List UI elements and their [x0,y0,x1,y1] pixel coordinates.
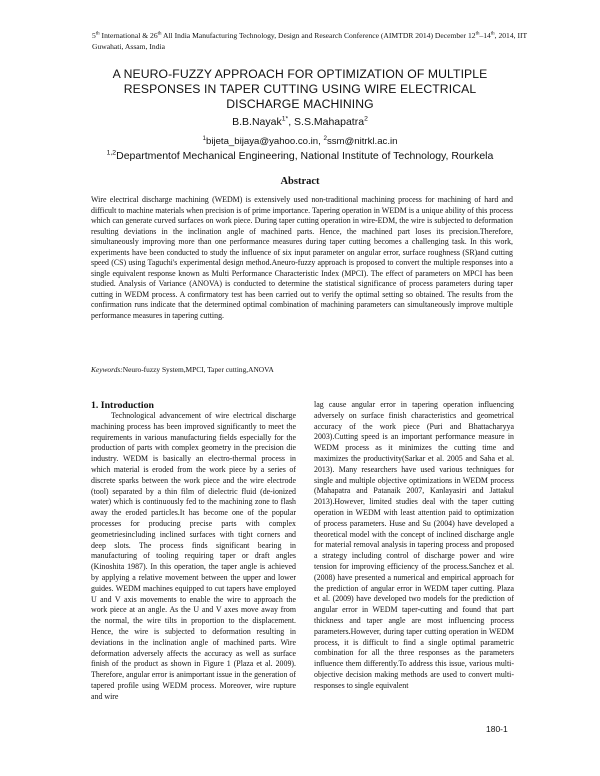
authors-line: B.B.Nayak$^{1*}$, S.S.Mahapatra$^2$ [232,115,368,128]
abstract-heading: Abstract [280,176,320,187]
introduction-heading: 1. Introduction [91,400,154,411]
keywords-list: Neuro-fuzzy System,MPCI, Taper cutting,ANOVA [122,365,274,374]
keywords-label: Keywords: [91,365,123,374]
abstract-body: Wire electrical discharge machining (WEDM) is extensively used non-traditional machining process for machining of hard and difficult to machine materials when precision is of prime importance. Tapering operation in WEDM is a unique ability of this process which can generate curved surfaces on work piece. During taper cutting operation in wire-EDM, the wire is subjected to deformation resulting deviations in the inclination angle of machined parts. Hence, the machined part loses its precision.Therefore, simultaneously improving more than one performance measures during taper cutting becomes a challenging task. In this work, experiments have been conducted to study the influence of six input parameter on angular error, surface roughness (SR)and cutting speed (CS) using Taguchi's experimental design method.Aneuro-fuzzy approach is proposed to convert the multiple responses into a single equivalent response known as Multi Performance Characteristic Index (MPCI). The effect of parameters on MPCI has been studied. Analysis of Variance (ANOVA) is conducted to determine the statistical significance of process parameters during taper cutting in WEDM process. A confirmatory test has been carried out to verify the optimal setting so obtained. The results from the confirmation runs indicate that the determined optimal combination of machining parameters can simultaneously improve multiple performance measures in tapering cutting. [91,195,513,320]
introduction-left-column: Technological advancement of wire electrical discharge machining process has been improved significantly to meet the requirements in various manufacturing fields especially for the production of parts with complex geometry in the precision die industry. WEDM is basically an electro-thermal process in which material is eroded from the work piece by a series of discrete sparks between the work piece and the wire electrode (tool) separated by a thin film of dielectric fluid (de-ionized water) which is continuously fed to the machining zone to flash away the eroded particles.It has become one of the popular processes for producing precise parts with complex geometriesincluding inclined surfaces with tight corners and deep slots. The process finds significant bearing in manufacturing of tooling requiring taper or draft angles (Kinoshita 1987). In this operation, the taper angle is achieved by applying a relative movement between the upper and lower guides. WEDM machines equipped to cut tapers have employed U and V axis movements to enable the wire to approach the work piece at an angle. As the U and V axes move away from the normal, the wire tilts in proportion to the displacement. Hence, the wire is subjected to deformation resulting in deviations in the inclination angle of machined parts. Wire deformation adversely affects the accuracy as well as surface finish of the product as shown in Figure 1 (Plaza et al. 2009). Therefore, angular error is animportant issue in the generation of tapered profile using WEDM process. Moreover, wire rupture and wire [91,411,296,701]
conference-text: 5th International & 26th All India Manufacturing Technology, Design and Research Conference (AIMTDR 2014) December 12th–14th, 2014, IIT Guwahati, Assam, India [92,31,527,51]
introduction-right-column: lag cause angular error in tapering operation influencing adversely on surface finish characteristics and geometrical accuracy of the work piece (Puri and Bhattacharyya 2003).Cutting speed is an important performance measure in WEDM process as it minimizes the cutting time and maximizes the productivity(Sarkar et al. 2005 and Saha et al. 2013). Many researchers have used various techniques for single and multiple objective optimizations in WEDM process (Mahapatra and Patanaik 2007, Kanlayasiri and Jattakul 2013).However, limited studies deal with the taper cutting operation in WEDM with least attention paid to optimization of process parameters. Huse and Su (2004) have developed a theoretical model with the concept of inclined discharge angle for material removal analysis in tapering process and proposed a strategy including control of discharge power and wire tension for improving efficiency of the process.Sanchez et al. (2008) have presented a numerical and empirical approach for the prediction of angular error in WEDM taper cutting. Plaza et al. (2009) have developed two models for the prediction of angular error in WEDM taper-cutting and found that part thickness and taper angle are most influencing process parameters.However, during taper cutting operation in WEDM process, it is difficult to find a single optimal parametric combination for all the three responses as the parameters influence them differently.To address this issue, various multi-objective decision making methods are used to convert multi-responses to single equivalent [314,400,514,690]
page-number: 180-1 [486,724,508,734]
paper-title: A NEURO-FUZZY APPROACH FOR OPTIMIZATION OF MULTIPLE RESPONSES IN TAPER CUTTING USING WIRE ELECTRICAL DISCHARGE MACHINING [112,67,488,111]
emails-line: $^1$bijeta_bijaya@yahoo.co.in, $^2$ssm@nitrkl.ac.in [202,134,398,147]
affiliation-line: $^{1,2}$Departmentof Mechanical Engineering, National Institute of Technology, Rourkela [106,149,494,162]
conference-header [92,30,532,52]
keywords-line [91,365,513,374]
